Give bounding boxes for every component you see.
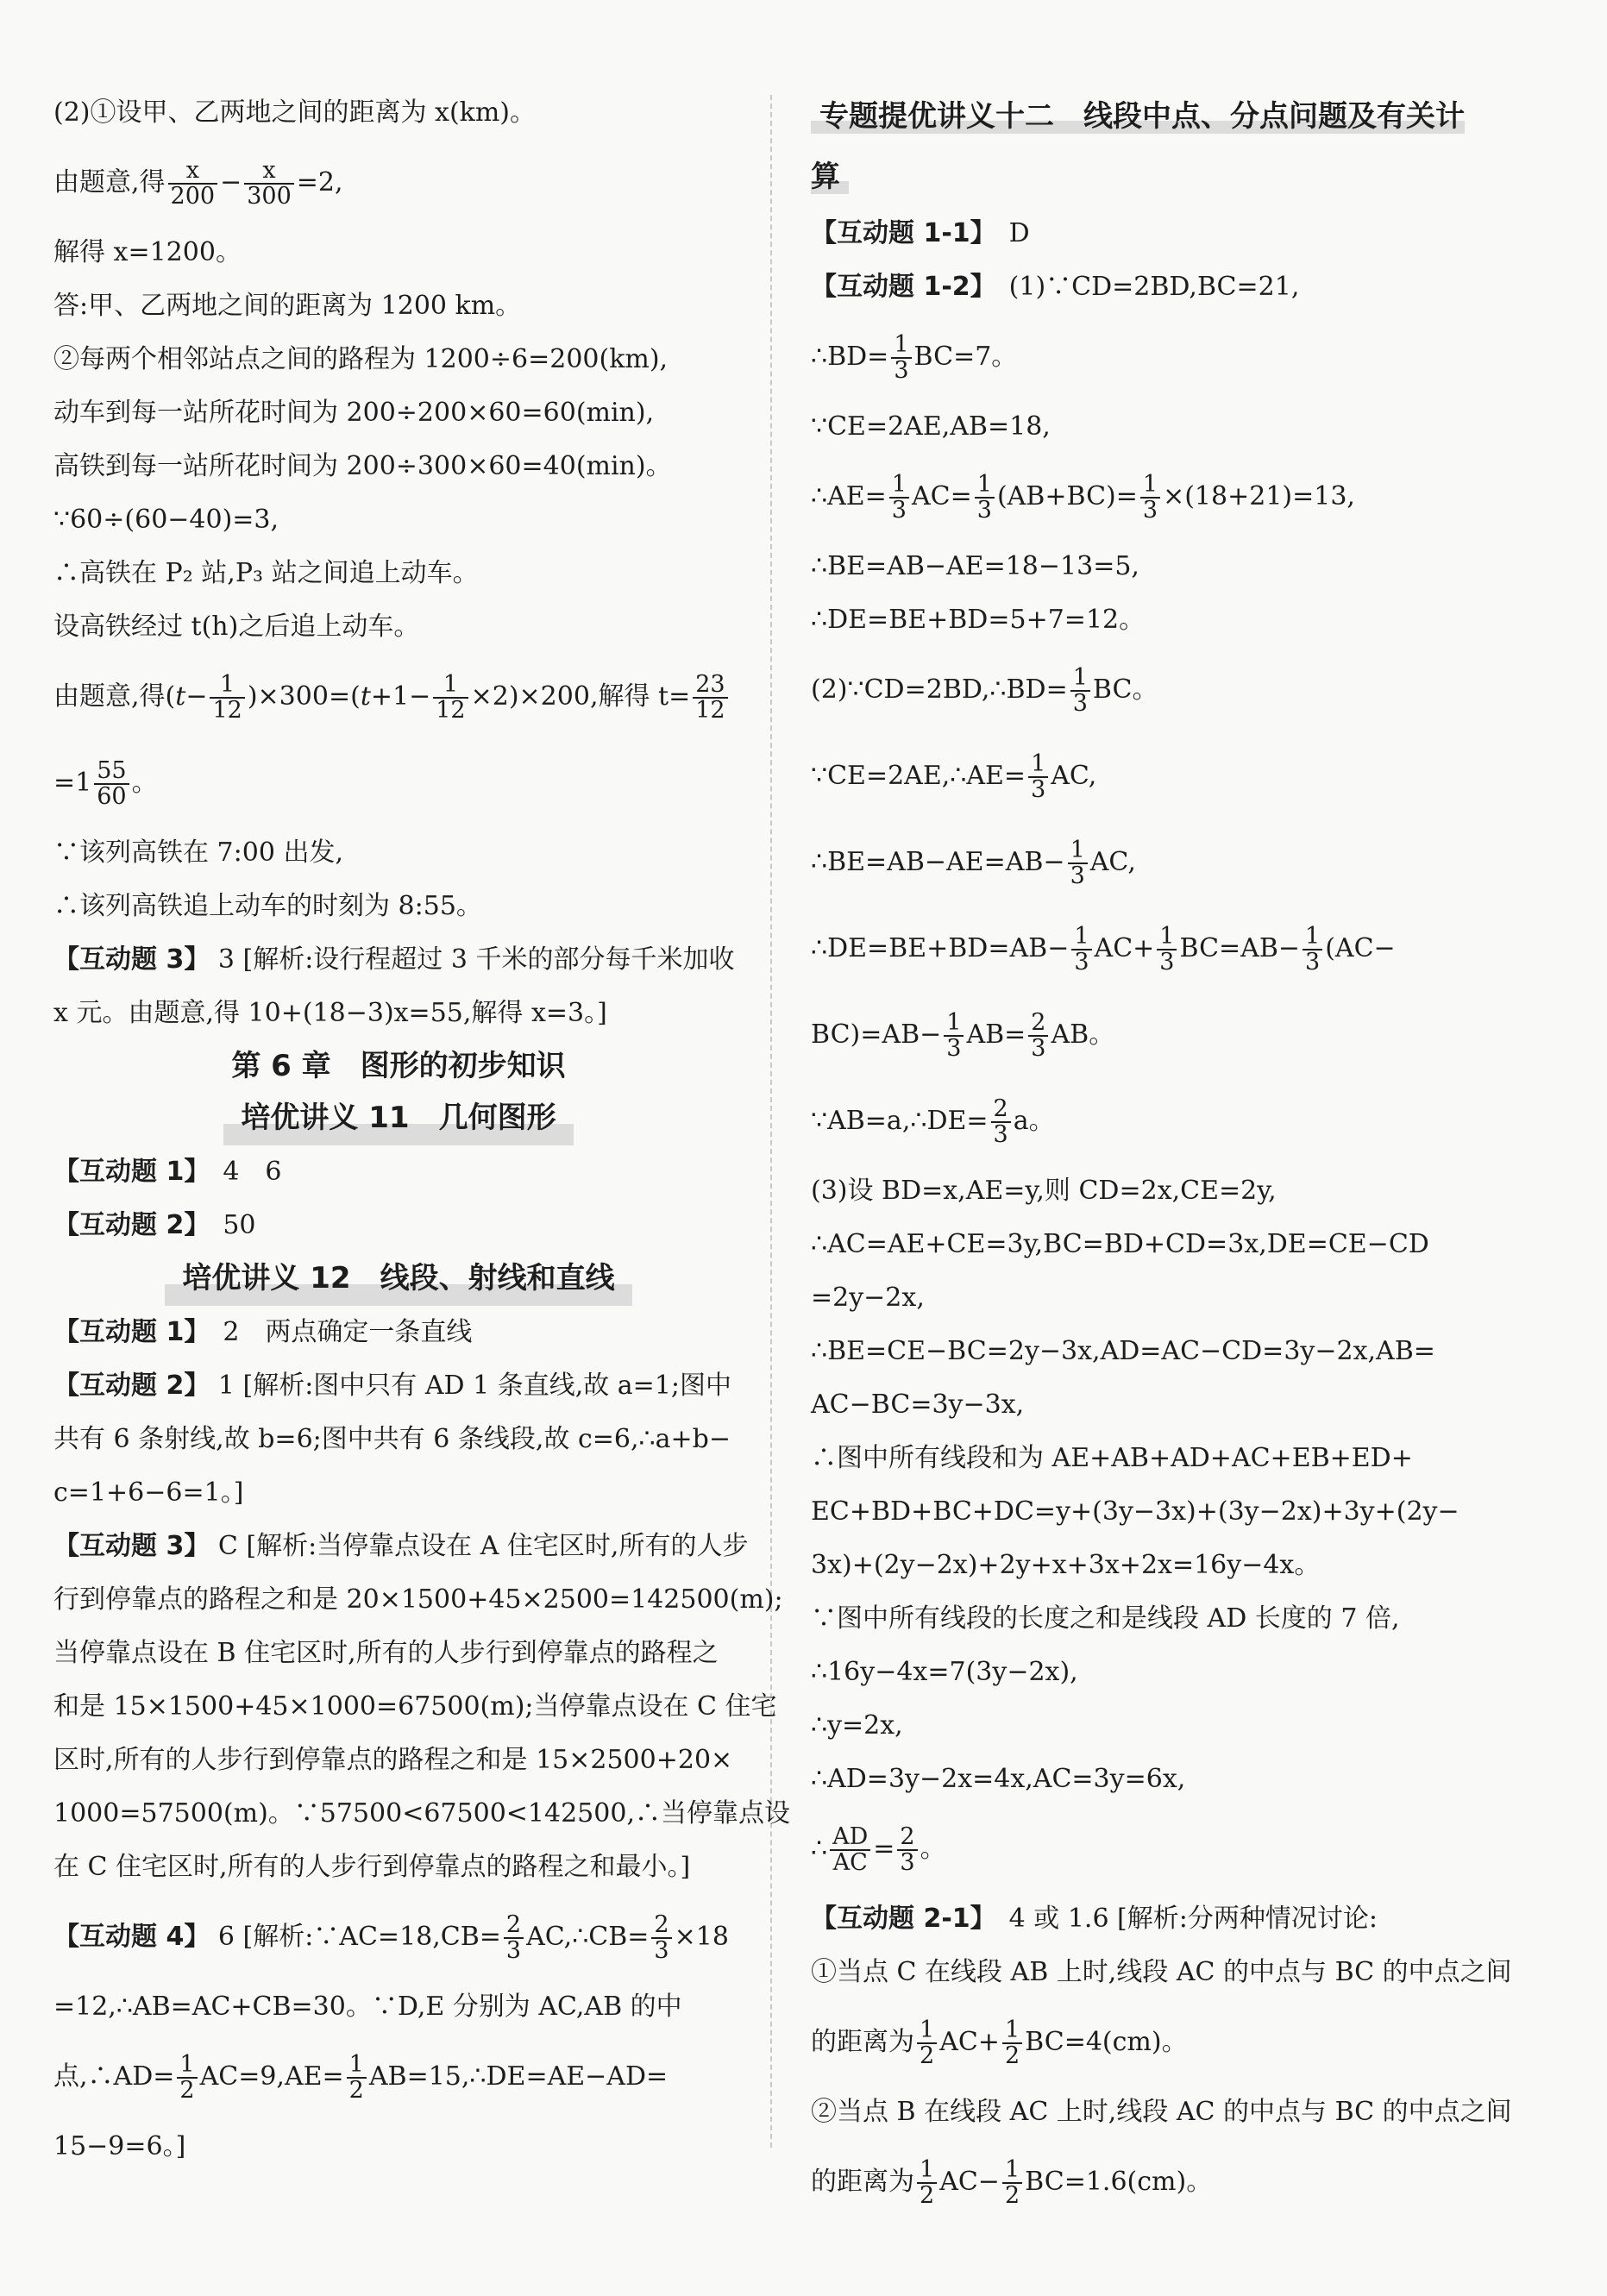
section-title: 培优讲义 11 几何图形 (53, 1092, 744, 1145)
equation-line: 点,∴AD= $\frac{1}{2}$ AC=9,AE= $\frac{1}{2}$ AB=15,∴DE=AE−AD= (53, 2051, 669, 2104)
equation-line: =1 $\frac{55}{60}$ 。 (53, 757, 158, 810)
text-line: ∵CE=2AE,AB=18, (811, 411, 1051, 442)
text-line: 15−9=6。] (53, 2131, 186, 2161)
text-line: 共有 6 条射线,故 b=6;图中共有 6 条线段,故 c=6,∴a+b− (53, 1424, 731, 1454)
equation-line: ∵AB=a,∴DE= $\frac{2}{3}$ a。 (811, 1095, 1055, 1148)
text-line: ①当点 C 在线段 AB 上时,线段 AC 的中点与 BC 的中点之间 (811, 1957, 1512, 1987)
equation-line: 的距离为 $\frac{1}{2}$ AC− $\frac{1}{2}$ BC=1.6(cm)。 (811, 2156, 1213, 2209)
text-line: =12,∴AB=AC+CB=30。∵D,E 分别为 AC,AB 的中 (53, 1992, 682, 2022)
equation-line: ∴ $\frac{AD}{AC}$ = $\frac{2}{3}$ 。 (811, 1823, 946, 1876)
text-line: ∴BE=AB−AE=18−13=5, (811, 551, 1139, 581)
text-line: ∴16y−4x=7(3y−2x), (811, 1657, 1078, 1687)
section-title: 培优讲义 12 线段、射线和直线 (53, 1252, 744, 1306)
text-line: ∵60÷(60−40)=3, (53, 505, 279, 535)
text: =2, (296, 167, 343, 198)
equation-line: (2)∵CD=2BD,∴BD= $\frac{1}{3}$ BC。 (811, 664, 1158, 717)
text-line: 1000=57500(m)。∵57500<67500<142500,∴当停靠点设 (53, 1798, 790, 1829)
text-line: ∴y=2x, (811, 1710, 903, 1741)
equation-line: ∴AE= $\frac{1}{3}$ AC= $\frac{1}{3}$ (AB+BC)= $\frac{1}{3}$ ×(18+21)=13, (811, 471, 1355, 524)
answer-line: 【互动题 2-1】 4 或 1.6 [解析:分两种情况讨论: (811, 1904, 1378, 1934)
text-line: ∴AC=AE+CE=3y,BC=BD+CD=3x,DE=CE−CD (811, 1229, 1429, 1259)
text-line: =2y−2x, (811, 1283, 925, 1313)
answer-line: 【互动题 2】 50 (53, 1210, 256, 1240)
answer-line: 【互动题 1-1】 D (811, 218, 1030, 248)
fraction: $\frac{x}{300}$ (244, 159, 294, 209)
text-line: 行到停靠点的路程之和是 20×1500+45×2500=142500(m); (53, 1584, 783, 1615)
equation-line: 由题意,得 $\frac{x}{200}$ − $\frac{x}{300}$ =2, (53, 157, 343, 210)
text-line: AC−BC=3y−3x, (811, 1390, 1025, 1420)
text-line: ∵该列高铁在 7:00 出发, (53, 837, 343, 868)
equation-line: BC)=AB− $\frac{1}{3}$ AB= $\frac{2}{3}$ AB。 (811, 1009, 1115, 1062)
text-line: 和是 15×1500+45×1000=67500(m);当停靠点设在 C 住宅 (53, 1691, 777, 1722)
chapter-title: 第 6 章 图形的初步知识 (231, 1049, 566, 1083)
answer-line: 【互动题 4】 6 [解析:∵AC=18,CB= $\frac{2}{3}$ AC,∴CB= $\frac{2}{3}$ ×18 (53, 1911, 729, 1964)
fraction: $\frac{x}{200}$ (168, 159, 218, 209)
text-line: ∴AD=3y−2x=4x,AC=3y=6x, (811, 1764, 1186, 1794)
answer-line: 【互动题 1】 2 两点确定一条直线 (53, 1317, 473, 1347)
text-line: EC+BD+BC+DC=y+(3y−3x)+(3y−2x)+3y+(2y− (811, 1496, 1459, 1527)
section-title: 专题提优讲义十二 线段中点、分点问题及有关计算 (811, 99, 1465, 194)
equation-line: ∵CE=2AE,∴AE= $\frac{1}{3}$ AC, (811, 750, 1097, 803)
text-line: ②当点 B 在线段 AC 上时,线段 AC 的中点与 BC 的中点之间 (811, 2097, 1512, 2127)
q3-line: 【互动题 3】 3 [解析:设行程超过 3 千米的部分每千米加收 (53, 944, 735, 975)
left-column (53, 86, 790, 2174)
equation-line: ∴BD= $\frac{1}{3}$ BC=7。 (811, 331, 1018, 384)
text-line: ∴DE=BE+BD=5+7=12。 (811, 605, 1146, 635)
right-column (811, 86, 1512, 2225)
text-line: (2)①设甲、乙两地之间的距离为 x(km)。 (53, 97, 536, 128)
text-line: 解得 x=1200。 (53, 237, 242, 267)
text-line: 动车到每一站所花时间为 200÷200×60=60(min), (53, 398, 655, 428)
text-line: 区时,所有的人步行到停靠点的路程之和是 15×2500+20× (53, 1745, 733, 1775)
text-line: ∴BE=CE−BC=2y−3x,AD=AC−CD=3y−2x,AB= (811, 1336, 1435, 1366)
text-line: x 元。由题意,得 10+(18−3)x=55,解得 x=3。] (53, 998, 607, 1028)
text-line: ∴该列高铁追上动车的时刻为 8:55。 (53, 891, 482, 921)
text-line: 答:甲、乙两地之间的距离为 1200 km。 (53, 291, 522, 321)
answer-line: 【互动题 3】 C [解析:当停靠点设在 A 住宅区时,所有的人步 (53, 1531, 749, 1561)
answer-line: 【互动题 2】 1 [解析:图中只有 AD 1 条直线,故 a=1;图中 (53, 1371, 732, 1401)
text-line: ∵图中所有线段的长度之和是线段 AD 长度的 7 倍, (811, 1603, 1400, 1634)
text-line: (3)设 BD=x,AE=y,则 CD=2x,CE=2y, (811, 1176, 1277, 1206)
text-line: ∴高铁在 P₂ 站,P₃ 站之间追上动车。 (53, 558, 479, 588)
equation-line: 的距离为 $\frac{1}{2}$ AC+ $\frac{1}{2}$ BC=4(cm)。 (811, 2017, 1188, 2069)
answer-line: 【互动题 1-2】 (1)∵CD=2BD,BC=21, (811, 272, 1300, 302)
text-line: ②每两个相邻站点之间的路程为 1200÷6=200(km), (53, 344, 669, 374)
text-line: 设高铁经过 t(h)之后追上动车。 (53, 612, 420, 642)
equation-line: 由题意,得(t− $\frac{1}{12}$ )×300=(t+1− $\frac{1}{12}$ ×2)×200,解得 t= $\frac{23}{12}$ (53, 654, 744, 740)
text-line: 高铁到每一站所花时间为 200÷300×60=40(min)。 (53, 451, 672, 481)
text-line: c=1+6−6=1。] (53, 1477, 244, 1508)
equation-line: ∴BE=AB−AE=AB− $\frac{1}{3}$ AC, (811, 837, 1136, 889)
column-divider (770, 95, 772, 2148)
equation-line: ∴DE=BE+BD=AB− $\frac{1}{3}$ AC+ $\frac{1}{3}$ BC=AB− $\frac{1}{3}$ (AC− (811, 923, 1396, 975)
text: 由题意,得 (53, 167, 166, 198)
text-line: 3x)+(2y−2x)+2y+x+3x+2x=16y−4x。 (811, 1550, 1321, 1580)
text-line: 在 C 住宅区时,所有的人步行到停靠点的路程之和最小。] (53, 1852, 691, 1882)
text-line: ∴图中所有线段和为 AE+AB+AD+AC+EB+ED+ (811, 1443, 1413, 1473)
text-line: 当停靠点设在 B 住宅区时,所有的人步行到停靠点的路程之 (53, 1638, 719, 1668)
answer-line: 【互动题 1】 4 6 (53, 1157, 282, 1187)
